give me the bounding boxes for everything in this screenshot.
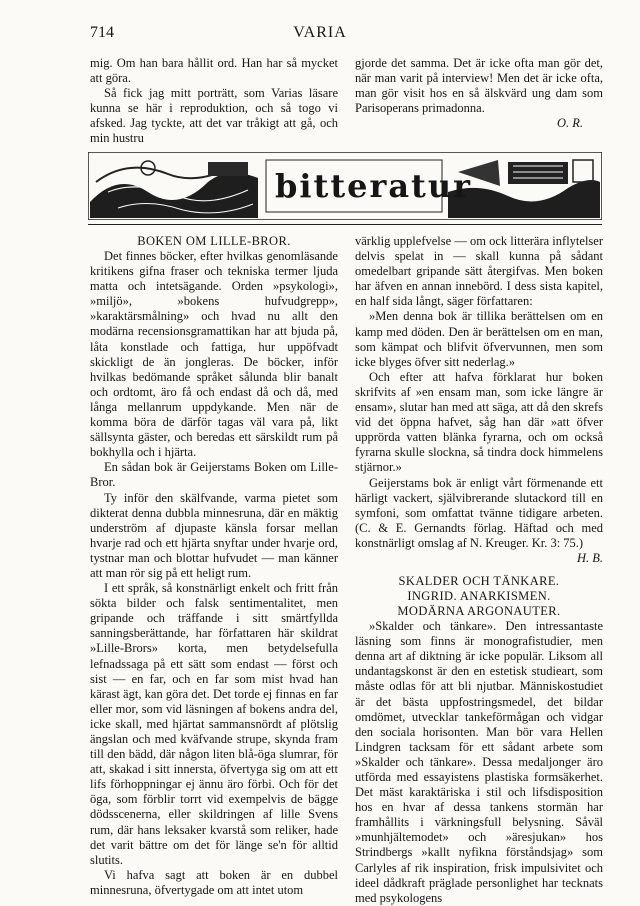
signature-line [355,551,603,566]
article-heading: SKALDER OCH TÄNKARE. [398,574,560,589]
article-heading: BOKEN OM LILLE-BROR. [137,234,291,248]
top-right-column [355,56,603,131]
paragraph: Det finnes böcker, efter hvilkas genomläsande kritikens gifna fraser och tekniska termer ljuda matta och intetsägande. Orden »psykologi», »miljö», »bokens hufvudgrepp», »karaktärsmålning» och hvad nu allt den modärna recensionsgramattikan har att bjuda på, låta konstlade och fattiga, hur uppöfvadt skickligt de än jongleras. De böcker, inför hvilkas bedömande språket sålunda blir banalt och ordtomt, äro få och endast då och då, med långa mellanrum uppdykande. Men när de komma böra de därför tagas väl vara på, likt sällsynta gäster, och beredas ett särskildt rum på bokhylla och i hjärta. [90,249,338,460]
article-heading: MODÄRNA ARGONAUTER. [397,604,561,619]
paragraph: »Skalder och tänkare». Den intressantaste läsning som finns är monografistudier, men denna art af diktning är icke populär. Liksom all undantagskonst är den en estetisk studieart, som måste odlas för att bli njutbar. Människostudiet är det bästa uppfostringsmedel, det bildar omdömet, utvecklar tankeförmågan och vidgar den sociala horisonten. Man bör vara Hellen Lindgren tacksam för ett sådant arbete som »Skalder och tänkare». Dessa medaljonger äro utförda med essayistens plastiska formsäkerhet. Det mäst karaktäriska i stil och lifsdisposition hos en hvar af dessa tankens stormän har framhållits i värkningsfull belysning. Såväl »munhjältemodet» och »äresjukan» hos Strindbergs »kallt nyfikna förståndsjag» som Carlyles af rik inspiration, frisk impulsivitet och ideel dådkraft präglade personlighet har tecknats med psykologens [355,619,603,905]
top-left-column [90,56,338,147]
left-column [90,234,338,898]
paragraph: värklig upplefvelse — om ock litterära inflytelser delvis spelat in — skall kunna på sådant omedelbart gripande sätt återgifvas. Men boken har äfven en annan innebörd. I dess sista kapitel, en half sida långt, säger författaren: [355,234,603,309]
paragraph: I ett språk, så konstnärligt enkelt och fritt från sökta bilder och falsk sentimentalitet, men gripande och träffande i sitt smärtfyllda sanningsberättande, har författaren här skildrat »Lille-Brors» korta, men betydelsefulla lefnadssaga på ett sätt som endast — först och sist — en far, och en far som mist hvad han kärast ägt, kan göra det. Det torde ej finnas en far eller mor, som vid läsningen af bokens andra del, icke skall, med hjärtat sammansnördt af plötslig ängslan och med kväfvande strupe, skynda fram till den bädd, där någon liten blå-öga slumrar, för att, skakad i sitt innersta, öfvertyga sig om att ett lifs förhoppningar ej ännu äro förbi. Och för det öga, som förblir torrt vid exempelvis de bägge dödsscenerna, eller skildringen af lille Svens rum, där hans leksaker kvarstå som reliker, hade det varit bättre om det för länge se'n för alltid slutits. [90,581,338,867]
paragraph: mig. Om han bara hållit ord. Han har så mycket att göra. [90,56,338,86]
paragraph: Och efter att hafva förklarat hur boken skrifvits af »en ensam man, som icke längre är ensam», slutar han med att säga, att då den skrefs vid det öppna hafvet, såg han där »att öfver upprörda vatten blänka fyrarna, och om också fyrarna skulle slockna, så tindra dock himmelens stjärnor.» [355,369,603,475]
paragraph: Så fick jag mitt porträtt, som Varias läsare kunna se här i reproduktion, och så togo vi afsked. Jag tyckte, att det var tråkigt att gå, och min hustru [90,86,338,146]
paragraph: Vi hafva sagt att boken är en dubbel minnesruna, öfvertygade om att intet utom [90,867,338,897]
right-column [355,234,603,906]
running-title: VARIA [293,24,347,41]
paragraph: gjorde det samma. Det är icke ofta man gör det, när man varit på interview! Men det är icke ofta, man gör visit hos en så älskvärd ung dam som Parisoperans primadonna. [355,56,603,116]
paragraph: Geijerstams bok är enligt vårt förmenande ett härligt vackert, självibrerande slutackord till en symfoni, som omfattat tvänne tidigare arbeten. (C. & E. Gernandts förlag. Häftad och med konstnärligt omslag af N. Kreuger. Kr. 3: 75.) [355,475,603,550]
article-heading: INGRID. ANARKISMEN. [407,589,551,604]
signature: O. R. [556,116,583,131]
paragraph: Ty inför den skälfvande, varma pietet som dikterat denna dubbla minnesruna, där en mäktig underström af djupaste känsla forsar mellan hvarje rad och ett hjärta snyftar under hvarje ord, tystnar man och blottar hufvudet — man känner att man rör sig på ett heligt rum. [90,490,338,580]
paragraph: »Men denna bok är tillika berättelsen om en kamp med döden. Den är berättelsen om en man, som kämpat och blifvit öfvervunnen, men som icke blyges öfver sitt nederlag.» [355,309,603,369]
signature: H. B. [576,550,603,565]
section-title: bitteratur [275,167,472,205]
divider [88,224,602,225]
page-number: 714 [90,24,114,41]
paragraph: En sådan bok är Geijerstams Boken om Lille-Bror. [90,460,338,490]
